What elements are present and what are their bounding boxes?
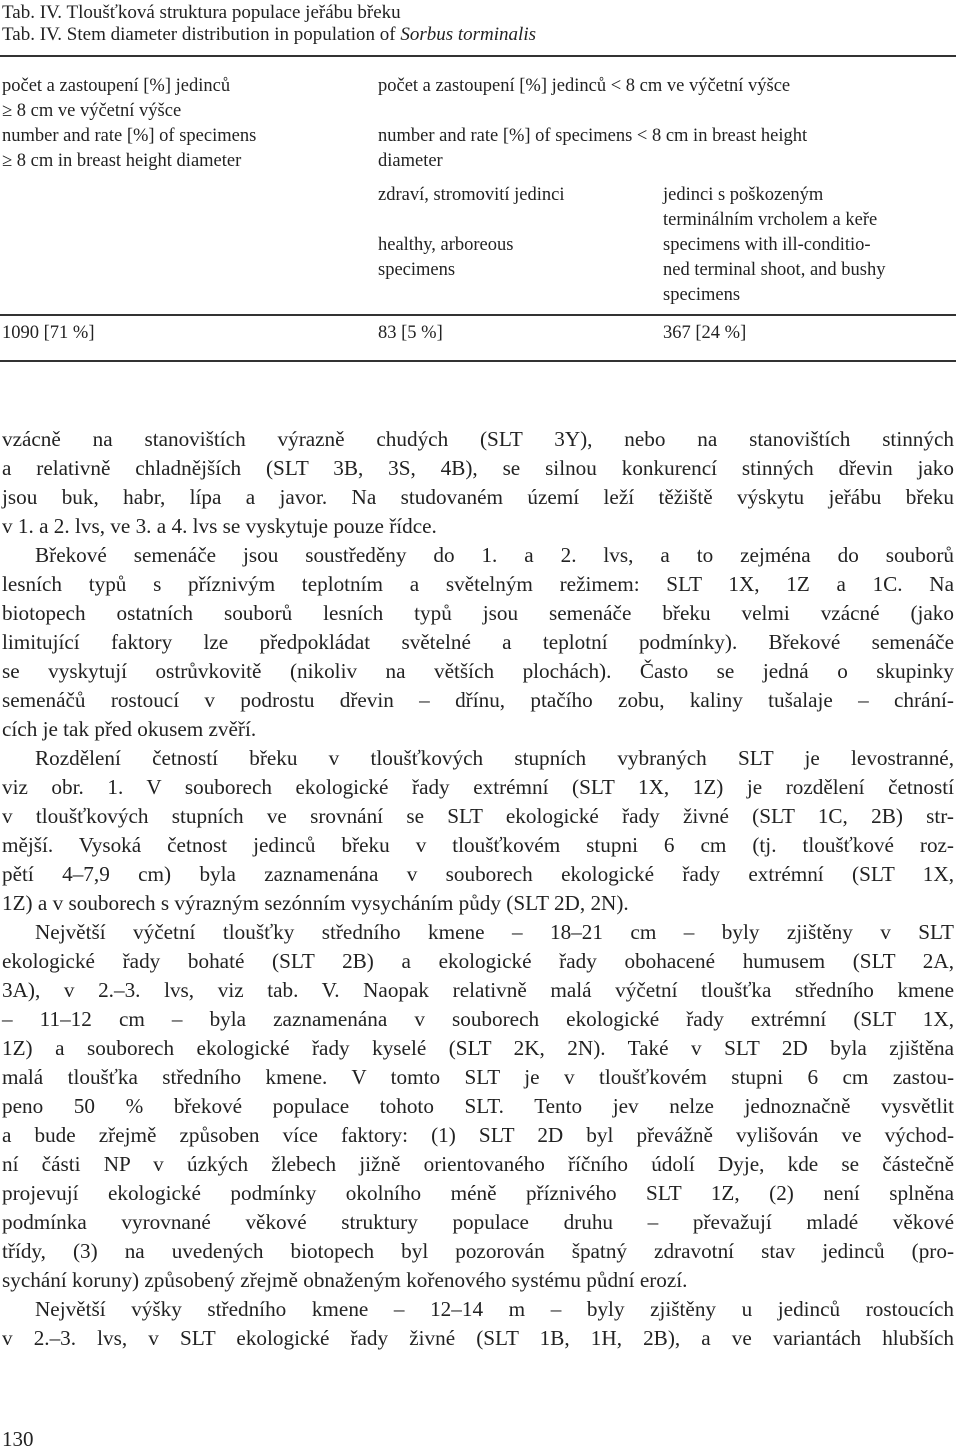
header-line: number and rate [%] of specimens < 8 cm in breast height bbox=[378, 126, 808, 146]
table-subheader-damaged bbox=[663, 183, 958, 308]
header-line: number and rate [%] of specimens bbox=[2, 126, 257, 146]
body-line: peno 50 % břekové populace tohoto SLT. Tento jev nelze jednoznačně vysvětlit bbox=[2, 1094, 954, 1118]
subheader-line: ned terminal shoot, and bushy bbox=[663, 260, 886, 280]
body-line: biotopech ostatních souborů lesních typů jsou semenáče břeku velmi vzácné (jako bbox=[2, 601, 954, 625]
subheader-line: specimens bbox=[378, 260, 456, 280]
header-line: počet a zastoupení [%] jedinců < 8 cm ve výčetní výšce bbox=[378, 76, 791, 96]
caption-english-text: Tab. IV. Stem diameter distribution in population of bbox=[2, 24, 401, 45]
body-line: v tloušťkových stupních ve srovnání se SLT ekologické řady živné (SLT 1C, 2B) str- bbox=[2, 804, 954, 828]
caption-species-name: Sorbus torminalis bbox=[400, 24, 536, 45]
body-line: limitující faktory lze předpokládat světelné a teplotní podmínky). Břekové semenáče bbox=[2, 630, 954, 654]
body-line: lesních typů s příznivým teplotním a světelným režimem: SLT 1X, 1Z a 1C. Na bbox=[2, 572, 954, 596]
table-header-large-specimens bbox=[2, 74, 362, 174]
subheader-line: specimens with ill-conditio- bbox=[663, 235, 871, 255]
body-line: vzácně na stanovištích výrazně chudých (SLT 3Y), nebo na stanovištích stinných bbox=[2, 427, 954, 451]
body-line: mější. Vysoká četnost jedinců břeku v tloušťkovém stupni 6 cm (tj. tloušťkové roz- bbox=[2, 833, 954, 857]
table-cell-large-count: 1090 [71 %] bbox=[2, 323, 95, 343]
page-number: 130 bbox=[2, 1427, 34, 1451]
body-line: 3A), v 2.–3. lvs, viz tab. V. Naopak relativně malá výčetní tloušťka středního kmene bbox=[2, 978, 954, 1002]
table-caption-czech: Tab. IV. Tloušťková struktura populace jeřábu břeku bbox=[2, 2, 401, 23]
table-header-rule bbox=[0, 314, 956, 316]
body-line: sychání koruny) způsobený zřejmě obnaženým kořenového systému půdní erozí. bbox=[2, 1268, 688, 1292]
body-line: projevují ekologické podmínky okolního méně příznivého SLT 1Z, (2) není splněna bbox=[2, 1181, 954, 1205]
body-line: v 1. a 2. lvs, ve 3. a 4. lvs se vyskytuje pouze řídce. bbox=[2, 514, 437, 538]
body-line: Největší výšky středního kmene – 12–14 m – byly zjištěny u jedinců rostoucích bbox=[35, 1297, 954, 1321]
body-line: semenáčů rostoucí v podrostu dřevin – dřínu, ptačího zobu, kaliny tušalaje – chrání- bbox=[2, 688, 954, 712]
body-line: ekologické řady bohaté (SLT 2B) a ekologické řady obohacené humusem (SLT 2A, bbox=[2, 949, 954, 973]
body-line: 1Z) a souborech ekologické řady kyselé (SLT 2K, 2N). Také v SLT 2D byla zjištěna bbox=[2, 1036, 954, 1060]
table-header-small-specimens bbox=[378, 74, 807, 174]
header-line: počet a zastoupení [%] jedinců bbox=[2, 76, 231, 96]
body-line: Rozdělení četností břeku v tloušťkových stupních vybraných SLT je levostranné, bbox=[35, 746, 954, 770]
body-line: Největší výčetní tloušťky středního kmene – 18–21 cm – byly zjištěny v SLT bbox=[35, 920, 954, 944]
body-line: a bude zřejmě způsoben více faktory: (1) SLT 2D byl převážně vylišován ve východ- bbox=[2, 1123, 954, 1147]
body-line: viz obr. 1. V souborech ekologické řady extrémní (SLT 1X, 1Z) je rozdělení četností bbox=[2, 775, 954, 799]
subheader-line: healthy, arboreous bbox=[378, 235, 514, 255]
table-caption-english bbox=[2, 24, 536, 46]
body-line: v 2.–3. lvs, v SLT ekologické řady živné (SLT 1B, 1H, 2B), a ve variantách hlubších bbox=[2, 1326, 954, 1350]
body-line: – 11–12 cm – byla zaznamenána v souborech ekologické řady extrémní (SLT 1X, bbox=[2, 1007, 954, 1031]
table-subheader-healthy bbox=[378, 183, 565, 283]
body-line: malá tloušťka středního kmene. V tomto SLT je v tloušťkovém stupni 6 cm zastou- bbox=[2, 1065, 954, 1089]
header-line: ≥ 8 cm in breast height diameter bbox=[2, 151, 242, 171]
subheader-line: terminálním vrcholem a keře bbox=[663, 210, 878, 230]
subheader-line: zdraví, stromovití jedinci bbox=[378, 185, 565, 205]
table-bottom-rule bbox=[0, 360, 956, 362]
body-line: 1Z) a v souborech s výrazným sezónním vysycháním půdy (SLT 2D, 2N). bbox=[2, 891, 629, 915]
body-line: cích je tak před okusem zvěří. bbox=[2, 717, 257, 741]
table-top-rule bbox=[0, 55, 956, 57]
body-line: Břekové semenáče jsou soustředěny do 1. a 2. lvs, a to zejména do souborů bbox=[35, 543, 954, 567]
header-line: ≥ 8 cm ve výčetní výšce bbox=[2, 101, 182, 121]
body-line: pětí 4–7,9 cm) byla zaznamenána v souborech ekologické řady extrémní (SLT 1X, bbox=[2, 862, 954, 886]
body-text bbox=[2, 425, 954, 1353]
body-line: třídy, (3) na uvedených biotopech byl pozorován špatný zdravotní stav jedinců (pro- bbox=[2, 1239, 954, 1263]
body-line: ní části NP v úzkých žlebech jižně orientovaného říčního údolí Dyje, kde se částečně bbox=[2, 1152, 954, 1176]
subheader-line: jedinci s poškozeným bbox=[663, 185, 824, 205]
table-cell-damaged-count: 367 [24 %] bbox=[663, 323, 747, 343]
body-line: podmínka vyrovnané věkové struktury populace druhu – převažují mladé věkové bbox=[2, 1210, 954, 1234]
table-cell-healthy-count: 83 [5 %] bbox=[378, 323, 443, 343]
body-line: a relativně chladnějších (SLT 3B, 3S, 4B), se silnou konkurencí stinných dřevin jako bbox=[2, 456, 954, 480]
header-line: diameter bbox=[378, 151, 443, 171]
subheader-line: specimens bbox=[663, 285, 741, 305]
body-line: jsou buk, habr, lípa a javor. Na studovaném území leží těžiště výskytu jeřábu břeku bbox=[2, 485, 954, 509]
body-line: se vyskytují ostrůvkovitě (nikoliv na větších plochách). Často se jedná o skupinky bbox=[2, 659, 954, 683]
